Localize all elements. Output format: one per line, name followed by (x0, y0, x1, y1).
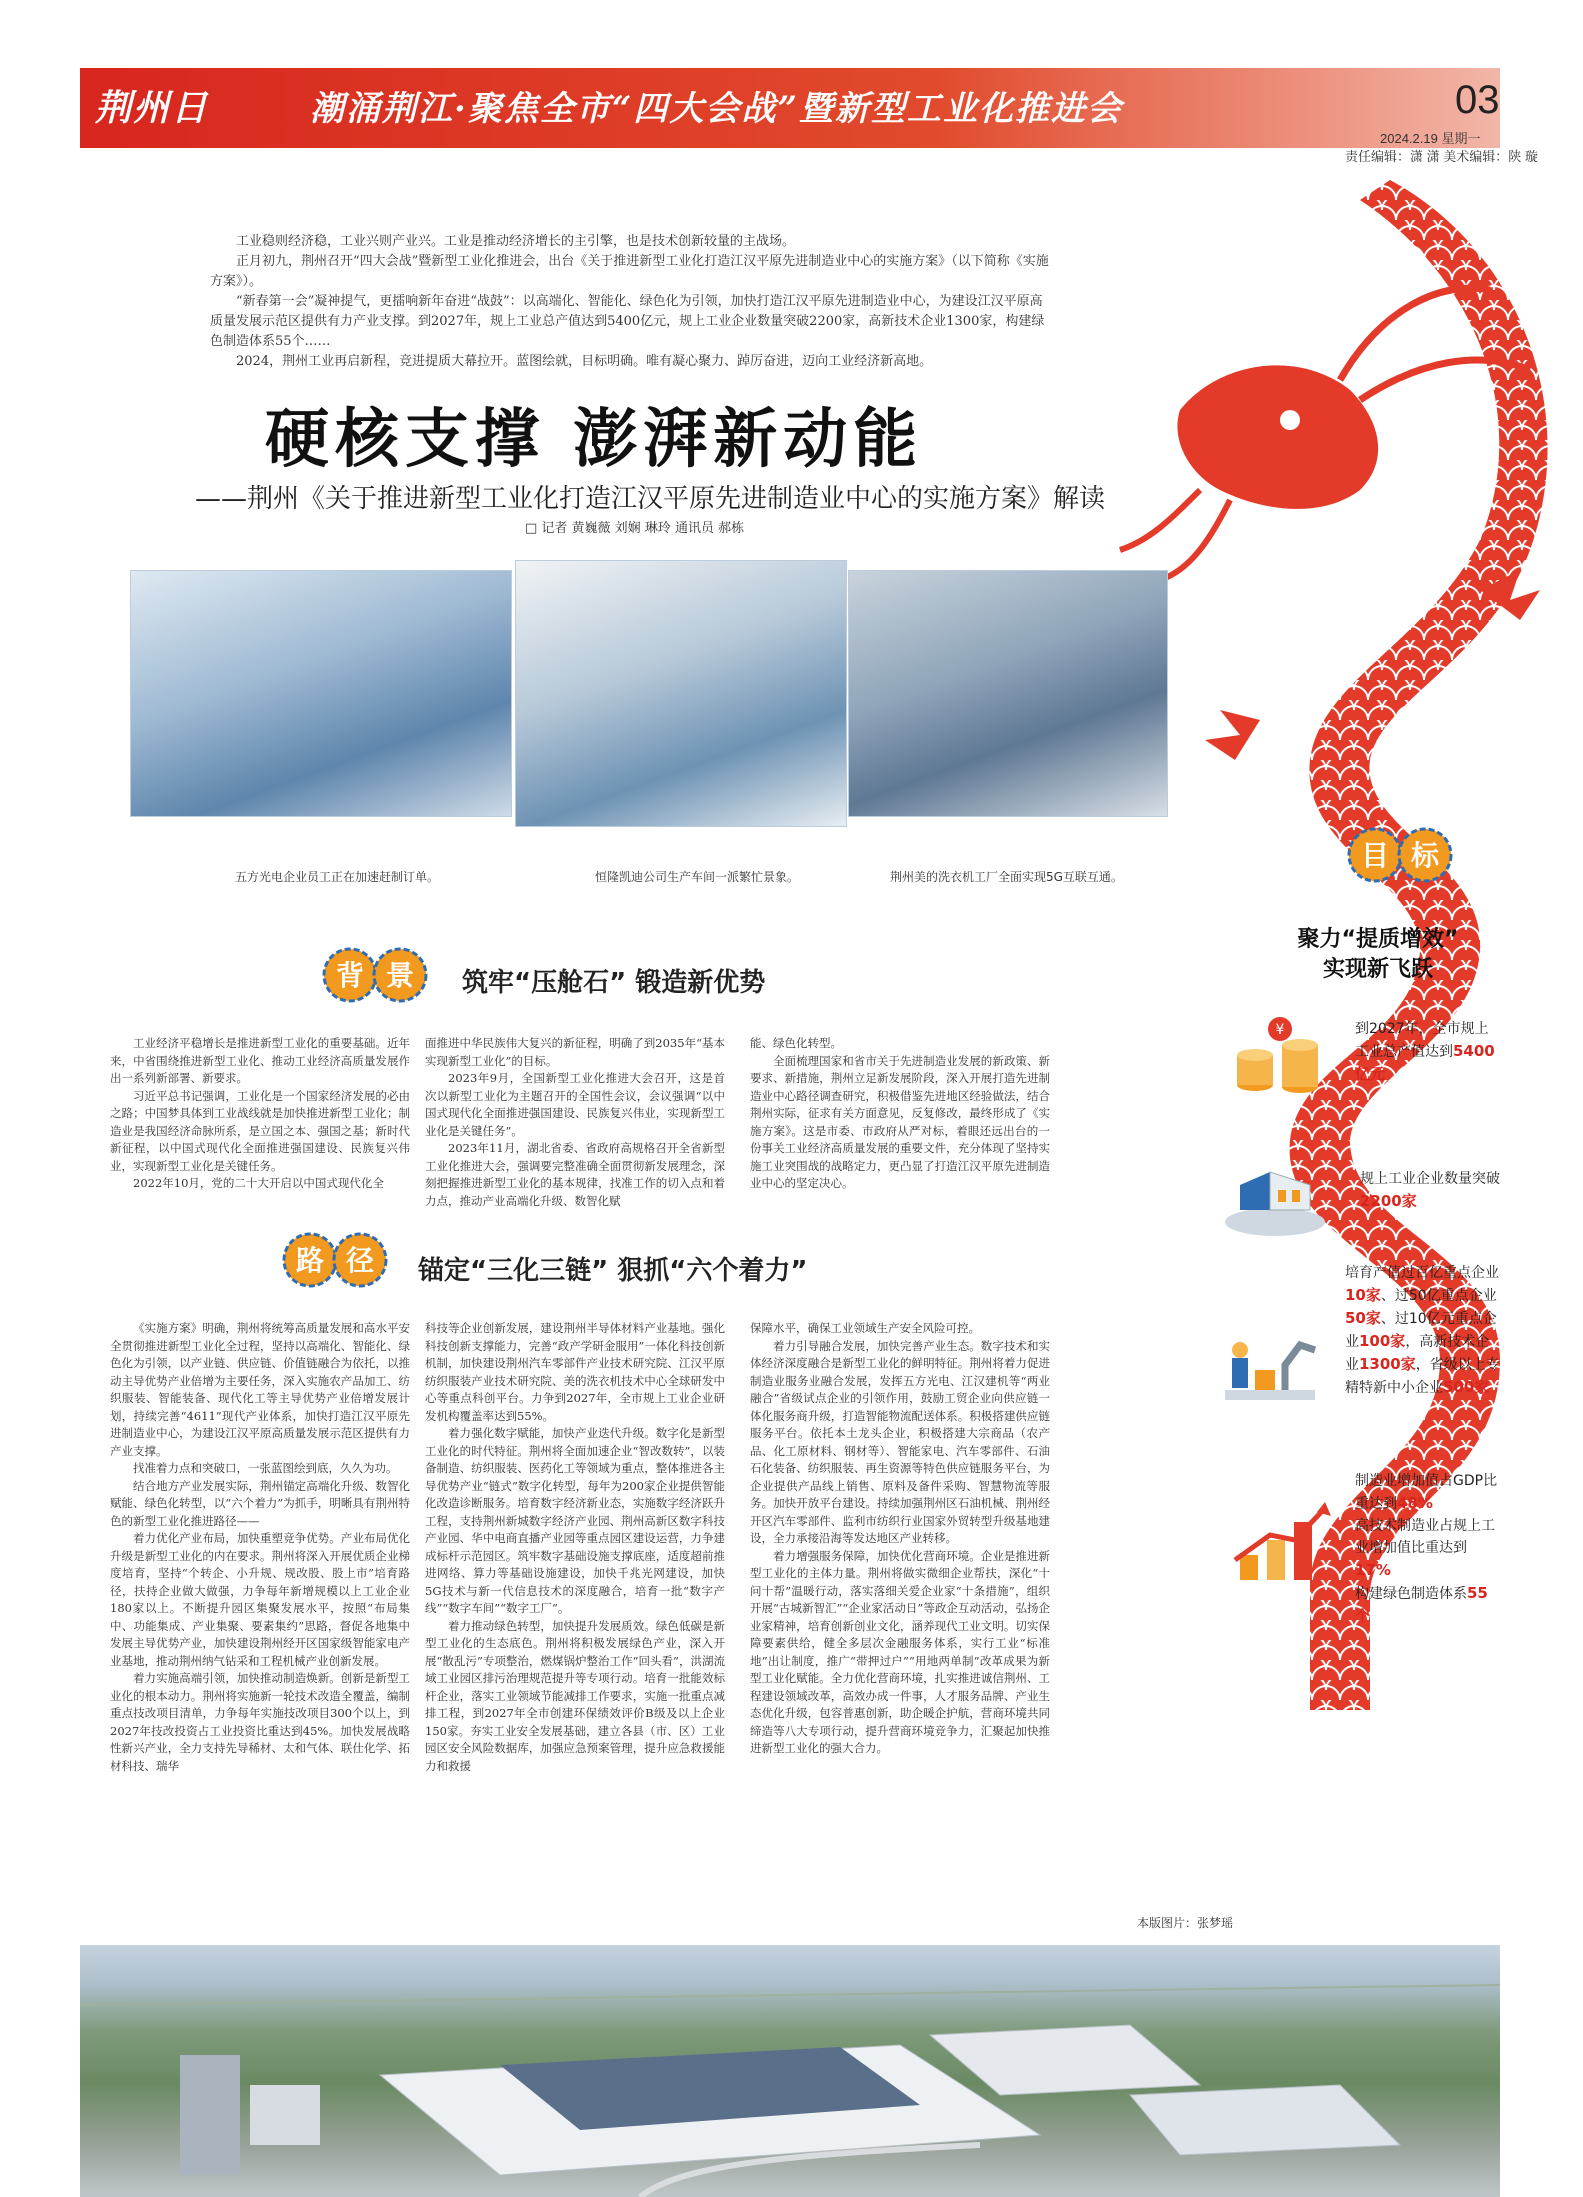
article-byline: □ 记者 黄巍薇 刘娴 琳玲 通讯员 郝栋 (525, 521, 745, 536)
paragraph: 着力实施高端引领，加快推动制造焕新。创新是新型工业化的根本动力。荆州将实施新一轮技术改造全覆盖，编制重点技改项目清单，力争每年实施技改项目300个以上，到2027年技改投资占工业投资比重达到45%。加快发展战略性新兴产业，全力支持先导稀材、太和气体、联仕化学、拓材科技、瑞华 (110, 1671, 410, 1773)
goal-line (1355, 1470, 1500, 1515)
paragraph: 《实施方案》明确，荆州将统筹高质量发展和高水平安全贯彻推进新型工业化全过程，坚持以高端化、智能化、绿色化为引领，以产业链、供应链、价值链融合为依托，以推动主导优势产业倍增为主要任务，深入实施农产品加工、纺织服装、智能装备、现代化工等主导优势产业倍增发展计划，持续完善“4611”现代产业体系，加快打造江汉平原先进制造业中心，为建设江汉平原高质量发展示范区提供有力产业支撑。 (110, 1321, 410, 1458)
paragraph: 找准着力点和突破口，一张蓝图绘到底，久久为功。 (133, 1461, 398, 1475)
background-column-1 (110, 1035, 410, 1260)
goal-text: ，省级以上专精特新中小企业 (1345, 1357, 1500, 1396)
paragraph: 2023年9月，全国新型工业化推进大会召开，这是首次以新型工业化为主题召开的全国性会议，会议强调“以中国式现代化全面推进强国建设、民族复兴伟业，实现新型工业化是关键任务”。 (425, 1071, 725, 1138)
goal-line (1355, 1515, 1500, 1582)
background-column-2 (425, 1035, 725, 1260)
goal-highlight: 100家 (1359, 1332, 1406, 1350)
goal-highlight: 2200家 (1360, 1192, 1417, 1210)
goal-title-line: 实现新飞跃 (1322, 957, 1433, 982)
goal-highlight: 17% (1355, 1561, 1391, 1579)
svg-text:¥: ¥ (1275, 1022, 1285, 1038)
goal-text: 、过50亿重点企业 (1380, 1288, 1497, 1304)
intro-paragraph: 工业稳则经济稳，工业兴则产业兴。工业是推动经济增长的主引擎，也是技术创新较量的主战场。 (236, 234, 796, 249)
badge-char: 径 (345, 1244, 375, 1277)
paragraph: 保障水平，确保工业领域生产安全风险可控。 (750, 1321, 980, 1335)
newspaper-logo: 荆州日报 (95, 87, 210, 189)
goal-manufacturing-share (1355, 1470, 1500, 1628)
paragraph: 能、绿色化转型。 (750, 1036, 842, 1050)
photo-caption: 恒隆凯迪公司生产车间一派繁忙景象。 (595, 870, 800, 884)
article-title: 硬核支撑 澎湃新动能 (265, 403, 924, 477)
factory-photo-optics (130, 570, 512, 817)
goal-highlight: 10家 (1345, 1286, 1381, 1304)
intro-paragraph: 正月初九，荆州召开“四大会战”暨新型工业化推进会，出台《关于推进新型工业化打造江汉平原先进制造业中心的实施方案》（以下简称《实施方案》）。 (210, 254, 1049, 289)
goal-highlight: 48% (1397, 1494, 1433, 1512)
coin-stack-icon (1225, 1015, 1335, 1105)
path-column-1 (110, 1320, 410, 1940)
photo-caption: 荆州美的洗衣机工厂全面实现5G互联互通。 (890, 870, 1123, 884)
intro-paragraphs (210, 232, 1050, 372)
aerial-buildings (80, 1945, 1500, 2197)
paragraph: 2022年10月，党的二十大开启以中国式现代化全 (133, 1176, 384, 1190)
badge-char: 标 (1410, 839, 1440, 872)
section-banner: 潮涌荆江·聚焦全市“四大会战”暨新型工业化推进会 (310, 89, 1123, 129)
goal-text: ，高新技术企业 (1345, 1334, 1490, 1373)
paragraph: 结合地方产业发展实际，荆州锚定高端化升级、数智化赋能、绿色化转型，以“六个着力”为抓手，明晰具有荆州特色的新型工业化推进路径—— (110, 1478, 410, 1528)
factory-photo-robot-arms (848, 570, 1168, 817)
goal-text: 高技术制造业占规上工业增加值比重达到 (1355, 1518, 1495, 1556)
background-column-3 (750, 1035, 1050, 1260)
article-subtitle: ——荆州《关于推进新型工业化打造江汉平原先进制造业中心的实施方案》解读 (195, 484, 1106, 514)
photo-credit: 本版图片：张梦瑶 (1137, 1916, 1234, 1930)
goal-title (1278, 925, 1478, 985)
goal-text: 规上工业企业数量突破 (1360, 1171, 1500, 1187)
paragraph: 着力强化数字赋能，加快产业迭代升级。数字化是新型工业化的时代特征。荆州将全面加速企业“智改数转”，以装备制造、纺织服装、医药化工等领域为重点，整体推进各主导优势产业“链式”数字化转型，每年为200家企业提供智能化改造诊断服务。培育数字经济新业态，实施数字经济跃升工程，支持荆州新城数字经济产业园、荆州高新区数字科技产业园、华中电商直播产业园等重点园区建设运营，力争建成标杆示范园区。筑牢数字基础设施支撑底座，适度超前推进网络、算力等基础设施建设，加快千兆光网建设，加快5G技术与新一代信息技术的深度融合，培育一批“数字产线”“数字车间”“数字工厂”。 (425, 1426, 725, 1615)
intro-paragraph: “新春第一会”凝神提气，更擂响新年奋进“战鼓”：以高端化、智能化、绿色化为引领，加快打造江汉平原先进制造业中心，为建设江汉平原高质量发展示范区提供有力产业支撑。到2027年，规上工业总产值达到5400亿元，规上工业企业数量突破2200家，高新技术企业1300家，构建绿色制造体系55个…… (210, 294, 1045, 349)
issue-date: 2024.2.19 星期一 (1380, 131, 1481, 146)
photo-caption: 五方光电企业员工正在加速赶制订单。 (235, 870, 440, 884)
goal-highlight: 55个 (1355, 1584, 1488, 1625)
goal-text: 到2027年，全市规上工业总产值达到 (1355, 1021, 1489, 1060)
goal-text: 构建绿色制造体系 (1355, 1586, 1467, 1602)
badge-char: 景 (385, 959, 415, 992)
section-badge-goal (1345, 825, 1455, 885)
paragraph: 习近平总书记强调，工业化是一个国家经济发展的必由之路；中国梦具体到工业战线就是加快推进新型工业化；制造业是我国经济命脉所系，是立国之本、强国之基；新时代新征程，以中国式现代化全面推进强国建设、民族复兴伟业，实现新型工业化是关键任务。 (110, 1088, 410, 1173)
goal-line (1355, 1582, 1500, 1628)
paragraph: 面推进中华民族伟大复兴的新征程，明确了到2035年“基本实现新型工业化”的目标。 (425, 1036, 725, 1068)
page-number: 03 (1455, 78, 1500, 122)
paragraph: 工业经济平稳增长是推进新型工业化的重要基础。近年来，中省围绕推进新型工业化、推动工业经济高质量发展作出一系列新部署、新要求。 (110, 1036, 410, 1085)
paragraph: 着力增强服务保障，加快优化营商环境。企业是推进新型工业化的主体力量。荆州将做实微细企业帮扶，深化“十问十帮”温暖行动，落实落细关爱企业家“十条措施”，组织开展“古城新智汇”“企业家活动日”等政企互动活动，弘扬企业家精神，培育创新创业文化，涵养现代工业文明。切实保障要素供给，健全多层次金融服务体系，实行工业“标准地”出让制度，推广“带押过户”“用地两单制”改革成果为新型工业化赋能。全力优化营商环境，扎实推进诚信荆州、工程建设领域改革，高效办成一件事，人才服务品牌、产业生态优化升级，包容普惠创新，助企暖企护航，营商环境共同缔造等八大专项行动，提升营商环境竞争力，汇聚起加快推进新型工业化的强大合力。 (750, 1548, 1050, 1755)
factory-photo-workshop (515, 560, 847, 827)
section-title-background: 筑牢“压舱石” 锻造新优势 (462, 968, 766, 998)
rising-bar-chart-icon (1225, 1500, 1335, 1590)
intro-paragraph: 2024，荆州工业再启新程，竞进提质大幕拉开。蓝图绘就，目标明确。唯有凝心聚力、踔厉奋进，迈向工业经济新高地。 (236, 354, 933, 369)
goal-text: 制造业增加值占GDP比重达到 (1355, 1473, 1498, 1512)
goal-highlight: 50家 (1345, 1309, 1381, 1327)
goal-highlight: 500家 (1443, 1378, 1490, 1396)
aerial-industrial-park-photo (80, 1945, 1500, 2197)
badge-char: 目 (1360, 839, 1390, 872)
section-badge-background (320, 945, 430, 1005)
section-badge-path (280, 1230, 390, 1290)
goal-highlight: 5400亿元 (1355, 1042, 1495, 1083)
paragraph: 全面梳理国家和省市关于先进制造业发展的新政策、新要求、新措施，荆州立足新发展阶段，深入开展打造先进制造业中心路径调查研究，积极借鉴先进地区经验做法，结合荆州实际，征求有关方面意见，反复修改，最终形成了《实施方案》。这是市委、市政府从严对标，着眼还远出台的一份事关工业经济高质量发展的重要文件，充分体现了坚持实施工业突围战的战略定力，更凸显了打造江汉平原先进制造业中心的坚定决心。 (750, 1053, 1050, 1190)
goal-output-value (1355, 1018, 1495, 1086)
goal-highlight: 1300家 (1359, 1355, 1416, 1373)
goal-enterprise-count (1360, 1168, 1500, 1213)
paragraph: 着力优化产业布局，加快重塑竞争优势。产业布局优化升级是新型工业化的内在要求。荆州将深入开展优质企业梯度培育，坚持“个转企、小升规、规改股、股上市”培育路径，扶持企业做大做强，力争每年新增规模以上工业企业180家以上。不断提升园区集聚发展水平，按照“布局集中、功能集成、产业集聚、要素集约”思路，督促各地集中发展主导优势产业，加快建设荆州经开区国家级智能家电产业基地，推动荆州纳气钻采和工程机械产业创新发展。 (110, 1531, 410, 1668)
badge-char: 背 (335, 959, 365, 992)
goal-text: 培育产值过百亿重点企业 (1345, 1265, 1499, 1281)
badge-char: 路 (295, 1244, 325, 1277)
robot-arm-worker-icon (1215, 1320, 1325, 1410)
path-column-3 (750, 1320, 1050, 1940)
paragraph: 2023年11月，湖北省委、省政府高规格召开全省新型工业化推进大会，强调要完整准确全面贯彻新发展理念，深刻把握推进新型工业化的基本规律，找准工作的切入点和着力点，推动产业高端化升级、数智化赋 (425, 1141, 725, 1208)
goal-text: 、过10亿元重点企业 (1345, 1311, 1497, 1350)
goal-key-enterprises (1345, 1262, 1500, 1399)
paragraph: 着力推动绿色转型，加快提升发展质效。绿色低碳是新型工业化的生态底色。荆州将积极发展绿色产业，深入开展“散乱污”专项整治，燃煤锅炉整治工作“回头看”，洪湖流域工业园区排污治理规范提升等专项行动。培育一批能效标杆企业，落实工业领域节能减排工作要求，实施一批重点减排工程，到2027年全市创建环保绩效评价B级及以上企业150家。夯实工业安全发展基础，建立各县（市、区）工业园区安全风险数据库，加强应急预案管理，提升应急救援能力和救援 (425, 1618, 725, 1773)
section-title-path: 锚定“三化三链” 狠抓“六个着力” (418, 1256, 808, 1286)
path-column-2 (425, 1320, 725, 1940)
factory-icon (1220, 1150, 1330, 1240)
editor-credits: 责任编辑：潇 潇 美术编辑：陕 璇 (1345, 149, 1538, 164)
paragraph: 科技等企业创新发展，建设荆州半导体材料产业基地。强化科技创新支撑能力，完善“政产学研金服用”一体化科技创新机制，加快建设荆州汽车零部件产业技术研究院、江汉平原纺织服装产业技术研究院、美的洗衣机技术中心全球研发中心等重点科创平台。力争到2027年，全市规上工业企业研发机构覆盖率达到55%。 (425, 1321, 725, 1423)
goal-title-line: 聚力“提质增效” (1297, 927, 1459, 952)
paragraph: 着力引导融合发展，加快完善产业生态。数字技术和实体经济深度融合是新型工业化的鲜明特征。荆州将着力促进制造业服务业融合发展，发挥五方光电、江汉建机等“两业融合”省级试点企业的引领作用，鼓励工贸企业向供应链一体化服务商升级，打造智能物流配送体系。积极搭建供应链服务平台。依托本土龙头企业，积极搭建大宗商品（农产品、化工原材料、钢材等）、智能家电、汽车零部件、石油石化装备、纺织服装、再生资源等特色供应链服务平台，为企业提供产品线上销售、原料及备件采购、智慧物流等服务。加快开放平台建设。持续加强荆州区石油机械、荆州经开区汽车零部件、监利市纺织行业国家外贸转型升级基地建设，全力承接沿海等发达地区产业转移。 (750, 1338, 1050, 1545)
